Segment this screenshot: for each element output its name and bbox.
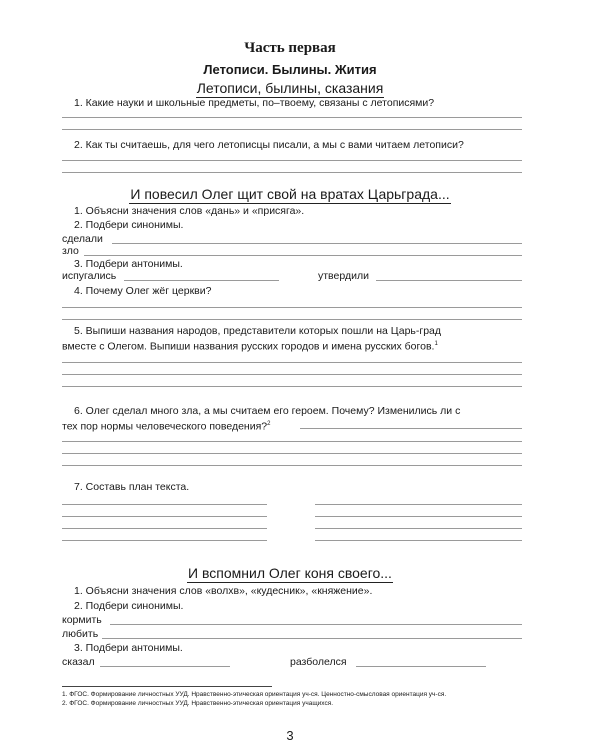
answer-line[interactable]	[62, 117, 522, 118]
footnote-ref-1: 1	[434, 341, 438, 347]
question-3-3: 3. Подбери антонимы.	[74, 642, 183, 654]
answer-line[interactable]	[62, 374, 522, 375]
antonym-answer-line[interactable]	[376, 280, 522, 281]
antonym-answer-line[interactable]	[100, 666, 230, 667]
question-2-5-line1: 5. Выпиши названия народов, представители которых пошли на Царь-град	[74, 325, 442, 337]
antonym-word-1: испугались	[62, 270, 117, 282]
answer-line[interactable]	[62, 172, 522, 173]
section-title-chronicles	[0, 80, 580, 96]
synonym-answer-line[interactable]	[110, 624, 522, 625]
part-title: Часть первая	[244, 40, 336, 56]
question-3-1: 1. Объясни значения слов «волхв», «кудесник», «княжение».	[74, 585, 373, 597]
plan-line-right[interactable]	[315, 516, 522, 517]
answer-line[interactable]	[62, 129, 522, 130]
answer-line[interactable]	[62, 307, 522, 308]
footnote-ref-2: 2	[267, 421, 271, 427]
question-1-1: 1. Какие науки и школьные предметы, по–твоему, связаны с летописями?	[74, 97, 435, 109]
plan-line-left[interactable]	[62, 540, 267, 541]
answer-line[interactable]	[62, 386, 522, 387]
synonym-word-1: сделали	[62, 233, 103, 245]
question-2-6: 6. Олег сделал много зла, а мы считаем его героем. Почему? Изменились ли с	[74, 405, 461, 417]
question-3-2: 2. Подбери синонимы.	[74, 600, 184, 612]
question-2-3: 3. Подбери антонимы.	[74, 258, 183, 270]
section-title-chronicles-text: Летописи, былины, сказания	[196, 80, 384, 96]
question-2-5	[74, 325, 441, 338]
question-2-2: 2. Подбери синонимы.	[74, 219, 184, 231]
antonym-word-4: разболелся	[290, 656, 347, 668]
footnote-2: 2. ФГОС. Формирование личностных УУД. Нравственно-этическая ориентация учащихся.	[62, 700, 334, 707]
plan-line-left[interactable]	[62, 516, 267, 517]
question-1-2: 2. Как ты считаешь, для чего летописцы писали, а мы с вами читаем летописи?	[74, 139, 464, 151]
section-title-oleg-horse-text: И вспомнил Олег коня своего...	[188, 565, 392, 581]
antonym-answer-line[interactable]	[124, 280, 279, 281]
plan-line-left[interactable]	[62, 504, 267, 505]
chapter-subtitle: Летописи. Былины. Жития	[203, 62, 377, 77]
answer-line[interactable]	[62, 362, 522, 363]
plan-line-right[interactable]	[315, 540, 522, 541]
answer-line[interactable]	[62, 441, 522, 442]
footnote-1: 1. ФГОС. Формирование личностных УУД. Нравственно-этическая ориентация уч-ся. Ценностно-смысловая ориентация уч-ся.	[62, 691, 447, 698]
question-2-5-line2: вместе с Олегом. Выпиши названия русских городов и имена русских богов.	[62, 340, 435, 353]
question-2-4: 4. Почему Олег жёг церкви?	[74, 285, 212, 297]
answer-line[interactable]	[62, 453, 522, 454]
synonym-word-3: кормить	[62, 614, 102, 626]
question-2-6-line2: тех пор нормы человеческого поведения?	[62, 420, 268, 433]
question-2-7: 7. Составь план текста.	[74, 481, 190, 493]
footnote-divider	[62, 686, 272, 687]
section-title-oleg-shield	[0, 186, 580, 202]
synonym-word-2: зло	[62, 245, 79, 257]
synonym-answer-line[interactable]	[84, 255, 522, 256]
plan-line-left[interactable]	[62, 528, 267, 529]
synonym-answer-line[interactable]	[102, 638, 522, 639]
antonym-word-3: сказал	[62, 656, 95, 668]
antonym-answer-line[interactable]	[356, 666, 486, 667]
answer-line[interactable]	[62, 160, 522, 161]
answer-line[interactable]	[62, 319, 522, 320]
plan-line-right[interactable]	[315, 528, 522, 529]
question-2-6-cont	[62, 418, 270, 434]
answer-line[interactable]	[62, 465, 522, 466]
synonym-answer-line[interactable]	[112, 243, 522, 244]
plan-line-right[interactable]	[315, 504, 522, 505]
synonym-word-4: любить	[62, 628, 99, 640]
question-2-5-cont	[62, 338, 438, 354]
answer-line[interactable]	[300, 428, 522, 429]
section-title-oleg-shield-text: И повесил Олег щит свой на вратах Царьграда...	[130, 186, 450, 202]
section-title-oleg-horse	[0, 565, 580, 581]
antonym-word-2: утвердили	[318, 270, 369, 282]
page-number: 3	[286, 728, 294, 743]
question-2-1: 1. Объясни значения слов «дань» и «присяга».	[74, 205, 305, 217]
